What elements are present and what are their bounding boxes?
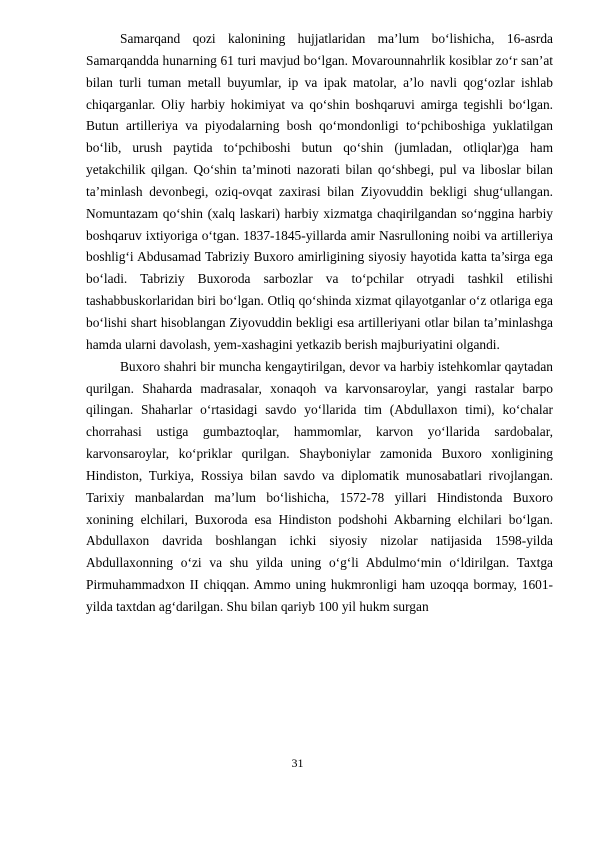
- paragraph-1: Samarqand qozi kalonining hujjatlaridan ma’lum bo‘lishicha, 16-asrda Samarqandda hunarning 61 turi mavjud bo‘lgan. Movarounnahrlik kosiblar zo‘r san’at bilan turli tuman metall buyumlar, ip va ipak matolar, a’lo navli qog‘ozlar ishlab chiqarganlar. Oliy harbiy hokimiyat va qo‘shin boshqaruvi amirga tegishli bo‘lgan. Butun artilleriya va piyodalarning bosh qo‘mondonligi to‘pchiboshiga yuklatilgan bo‘lib, urush paytida to‘pchiboshi butun qo‘shin (jumladan, otliqlar)ga ham yetakchilik qilgan. Qo‘shin ta’minoti nazorati bilan qo‘shbegi, pul va liboslar bilan ta’minlash devonbegi, oziq-ovqat zaxirasi bilan Ziyovuddin bekligi shug‘ullangan. Nomuntazam qo‘shin (xalq laskari) harbiy xizmatga chaqirilgandan so‘nggina harbiy boshqaruv ixtiyoriga o‘tgan. 1837-1845-yillarda amir Nasrulloning noibi va artilleriya boshlig‘i Abdusamad Tabriziy Buxoro amirligining siyosiy hayotida katta ta’sirga ega bo‘ladi. Tabriziy Buxoroda sarbozlar va to‘pchilar otryadi tashkil etilishi tashabbuskorlaridan biri bo‘lgan. Otliq qo‘shinda xizmat qilayotganlar o‘z otlariga ega bo‘lishi shart hisoblangan Ziyovuddin bekligi esa artilleriyani otlar bilan ta’minlashga hamda ularni davolash, yem-xashagini yetkazib berish majburiyatini olgandi.: [86, 31, 553, 352]
- paragraph-2: Buxoro shahri bir muncha kengaytirilgan, devor va harbiy istehkomlar qaytadan qurilgan. Shaharda madrasalar, xonaqoh va karvonsaroylar, yangi rastalar barpo qilingan. Shaharlar o‘rtasidagi savdo yo‘llarida tim (Abdullaxon timi), ko‘chalar chorrahasi ustiga gumbaztoqlar, hammomlar, karvon yo‘llarida sardobalar, karvonsaroylar, ko‘priklar qurilgan. Shayboniylar zamonida Buxoro xonligining Hindiston, Turkiya, Rossiya bilan savdo va diplomatik munosabatlari rivojlangan. Tarixiy manbalardan ma’lum bo‘lishicha, 1572-78 yillari Hindistonda Buxoro xonining elchilari, Buxoroda esa Hindiston podshohi Akbarning elchilari bo‘lgan. Abdullaxon davrida boshlangan ichki siyosiy nizolar natijasida 1598-yilda Abdullaxonning o‘zi va shu yilda uning o‘g‘li Abdulmo‘min o‘ldirilgan. Taxtga Pirmuhammadxon II chiqqan. Ammo uning hukmronligi ham uzoqqa bormay, 1601-yilda taxtdan ag‘darilgan. Shu bilan qariyb 100 yil hukm surgan: [86, 358, 553, 614]
- page-number: 31: [291, 756, 304, 770]
- body-text: [86, 28, 553, 618]
